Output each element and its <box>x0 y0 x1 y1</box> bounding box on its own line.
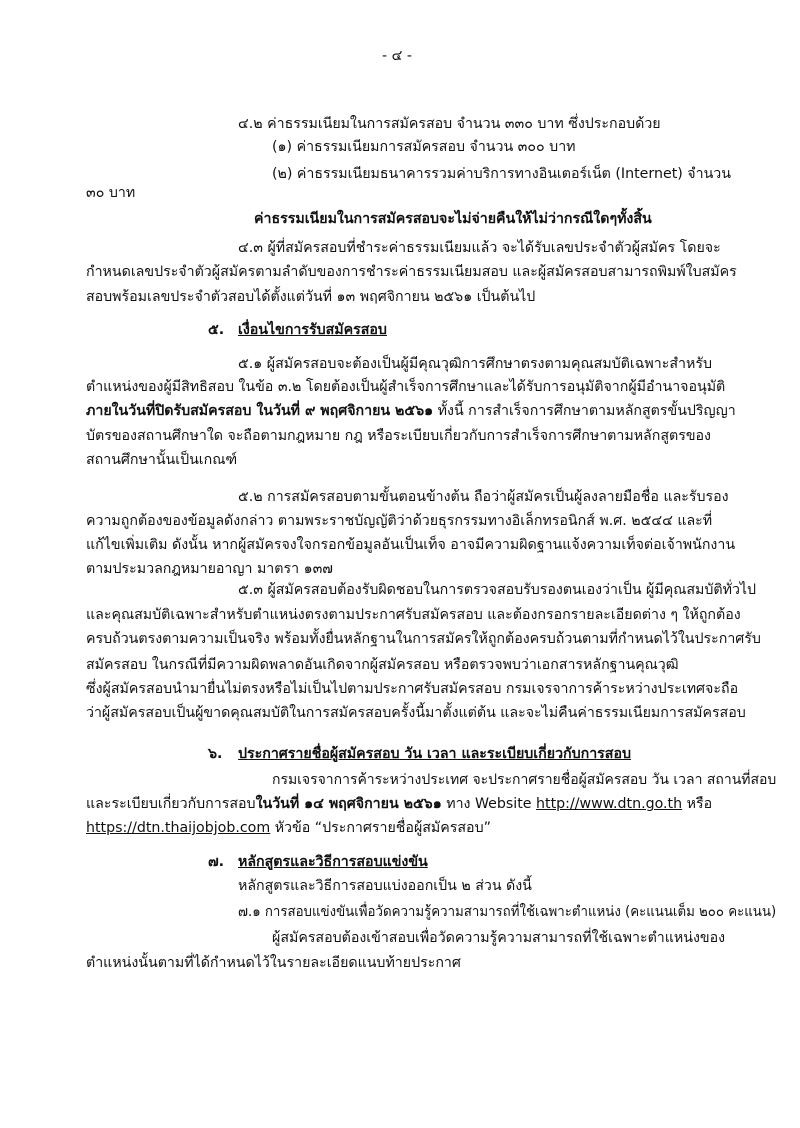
section-5-2-line-2: ความถูกต้องของข้อมูลดังกล่าว ตามพระราชบัญญัติว่าด้วยธุรกรรมทางอิเล็กทรอนิกส์ พ.ศ. ๒๕๔๔ และที่ <box>86 513 713 529</box>
section-4-2-item-2-line-1: (๒) ค่าธรรมเนียมธนาคารรวมค่าบริการทางอินเตอร์เน็ต (Internet) จำนวน <box>272 166 731 182</box>
section-4-3-line-1: ๔.๓ ผู้ที่สมัครสอบที่ชำระค่าธรรมเนียมแล้ว จะได้รับเลขประจำตัวผู้สมัคร โดยจะ <box>238 240 721 256</box>
section-4-2-title: ๔.๒ ค่าธรรมเนียมในการสมัครสอบ จำนวน ๓๓๐ บาท ซึ่งประกอบด้วย <box>238 116 661 132</box>
section-6-number: ๖. <box>208 746 223 762</box>
section-7-line-1: หลักสูตรและวิธีการสอบแบ่งออกเป็น ๒ ส่วน ดังนี้ <box>238 878 532 894</box>
section-6-heading: ประกาศรายชื่อผู้สมัครสอบ วัน เวลา และระเบียบเกี่ยวกับการสอบ <box>238 746 631 762</box>
announcement-date-text: ในวันที่ ๑๔ พฤศจิกายน ๒๕๖๑ <box>255 796 442 812</box>
section-4-2-item-2-line-2: ๓๐ บาท <box>86 185 136 201</box>
section-5-3-line-3: ครบถ้วนตรงตามความเป็นจริง พร้อมทั้งยื่นหลักฐานในการสมัครให้ถูกต้องครบถ้วนตามที่กำหนดไว้ในประกาศรับ <box>86 631 761 647</box>
section-5-heading: เงื่อนไขการรับสมัครสอบ <box>238 322 387 338</box>
section-5-2-line-4: ตามประมวลกฎหมายอาญา มาตรา ๑๓๗ <box>86 561 333 577</box>
dtn-website-link[interactable]: http://www.dtn.go.th <box>536 796 683 812</box>
section-6-line-1: กรมเจรจาการค้าระหว่างประเทศ จะประกาศรายชื่อผู้สมัครสอบ วัน เวลา สถานที่สอบ <box>272 772 777 788</box>
fee-nonrefundable-note: ค่าธรรมเนียมในการสมัครสอบจะไม่จ่ายคืนให้ไม่ว่ากรณีใดๆทั้งสิ้น <box>254 211 652 227</box>
section-5-3-line-4: สมัครสอบ ในกรณีที่มีความผิดพลาดอันเกิดจากผู้สมัครสอบ หรือตรวจพบว่าเอกสารหลักฐานคุณวุฒิ <box>86 657 679 673</box>
thaijobjob-website-link[interactable]: https://dtn.thaijobjob.com <box>86 820 271 836</box>
section-5-3-line-2: และคุณสมบัติเฉพาะสำหรับตำแหน่งตรงตามประกาศรับสมัครสอบ และต้องกรอกรายละเอียดต่าง ๆ ให้ถูกต้อง <box>86 607 741 623</box>
section-5-1-line-2: ตำแหน่งของผู้มีสิทธิสอบ ในข้อ ๓.๒ โดยต้องเป็นผู้สำเร็จการศึกษาและได้รับการอนุมัติจากผู้มีอำนาจอนุมัติ <box>86 379 726 395</box>
section-5-1-line-3: ภายในวันที่ปิดรับสมัครสอบ ในวันที่ ๙ พฤศจิกายน ๒๕๖๑ ทั้งนี้ การสำเร็จการศึกษาตามหลักสูตรขั้นปริญญา <box>86 403 736 419</box>
section-5-2-line-1: ๕.๒ การสมัครสอบตามขั้นตอนข้างต้น ถือว่าผู้สมัครเป็นผู้ลงลายมือชื่อ และรับรอง <box>238 489 729 505</box>
closing-date-text: ภายในวันที่ปิดรับสมัครสอบ ในวันที่ ๙ พฤศจิกายน ๒๕๖๑ <box>86 403 434 419</box>
section-5-1-line-5: สถานศึกษานั้นเป็นเกณฑ์ <box>86 452 238 468</box>
section-6-line-3: https://dtn.thaijobjob.com หัวข้อ “ประกาศรายชื่อผู้สมัครสอบ” <box>86 820 491 836</box>
section-4-2-item-1: (๑) ค่าธรรมเนียมการสมัครสอบ จำนวน ๓๐๐ บาท <box>272 139 576 155</box>
section-4-3-line-3: สอบพร้อมเลขประจำตัวสอบได้ตั้งแต่วันที่ ๑๓ พฤศจิกายน ๒๕๖๑ เป็นต้นไป <box>86 289 536 305</box>
section-7-heading: หลักสูตรและวิธีการสอบแข่งขัน <box>238 854 428 870</box>
section-4-3-line-2: กำหนดเลขประจำตัวผู้สมัครตามลำดับของการชำระค่าธรรมเนียมสอบ และผู้สมัครสอบสามารถพิมพ์ใบสมัคร <box>86 264 737 280</box>
section-7-line-4: ตำแหน่งนั้นตามที่ได้กำหนดไว้ในรายละเอียดแนบท้ายประกาศ <box>86 955 461 971</box>
section-7-line-2: ๗.๑ การสอบแข่งขันเพื่อวัดความรู้ความสามารถที่ใช้เฉพาะตำแหน่ง (คะแนนเต็ม ๒๐๐ คะแนน) <box>238 904 777 920</box>
section-5-3-line-1: ๕.๓ ผู้สมัครสอบต้องรับผิดชอบในการตรวจสอบรับรองตนเองว่าเป็น ผู้มีคุณสมบัติทั่วไป <box>238 582 757 598</box>
section-5-2-line-3: แก้ไขเพิ่มเติม ดังนั้น หากผู้สมัครจงใจกรอกข้อมูลอันเป็นเท็จ อาจมีความผิดฐานแจ้งความเท็จต่อเจ้าพนักงาน <box>86 537 736 553</box>
page-number: - ๔ - <box>382 48 412 64</box>
section-5-number: ๕. <box>208 322 225 338</box>
section-5-3-line-6: ว่าผู้สมัครสอบเป็นผู้ขาดคุณสมบัติในการสมัครสอบครั้งนี้มาตั้งแต่ต้น และจะไม่คืนค่าธรรมเนียมการสมัครสอบ <box>86 705 746 721</box>
section-5-1-line-4: บัตรของสถานศึกษาใด จะถือตามกฎหมาย กฎ หรือระเบียบเกี่ยวกับการสำเร็จการศึกษาตามหลักสูตรของ <box>86 428 711 444</box>
section-7-line-3: ผู้สมัครสอบต้องเข้าสอบเพื่อวัดความรู้ความสามารถที่ใช้เฉพาะตำแหน่งของ <box>272 930 726 946</box>
section-5-1-line-1: ๕.๑ ผู้สมัครสอบจะต้องเป็นผู้มีคุณวุฒิการศึกษาตรงตามคุณสมบัติเฉพาะสำหรับ <box>238 356 712 372</box>
section-5-3-line-5: ซึ่งผู้สมัครสอบนำมายื่นไม่ตรงหรือไม่เป็นไปตามประกาศรับสมัครสอบ กรมเจรจาการค้าระหว่างประเทศจะถือ <box>86 681 739 697</box>
section-6-line-2: และระเบียบเกี่ยวกับการสอบในวันที่ ๑๔ พฤศจิกายน ๒๕๖๑ ทาง Website http://www.dtn.go.th หรือ <box>86 796 713 812</box>
section-7-number: ๗. <box>208 854 225 870</box>
